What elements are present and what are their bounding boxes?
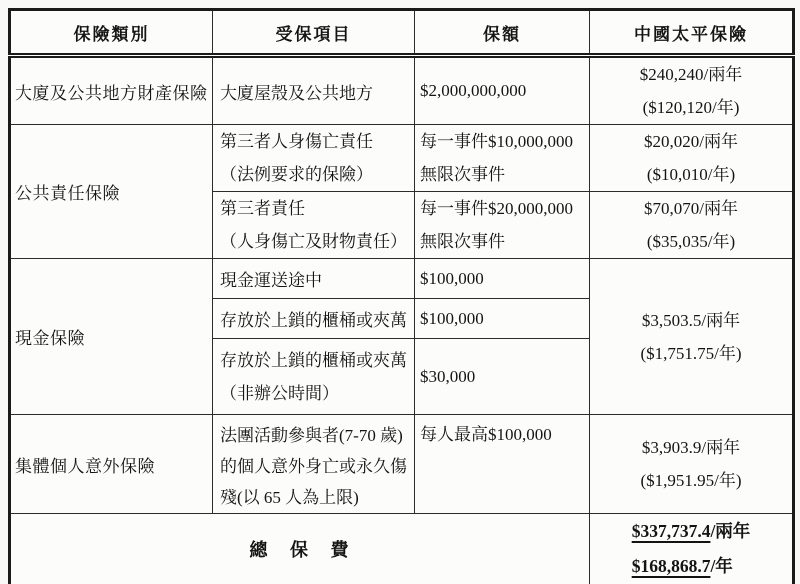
pl1-amount-cell <box>415 125 590 192</box>
pl1-premium-annual: ($10,010/年) <box>646 165 736 184</box>
cash-premium-biennial: $3,503.5/兩年 <box>641 310 741 330</box>
cash-premium-cell <box>590 259 794 415</box>
row-cash-1 <box>10 259 794 299</box>
header-category: 保險類別 <box>10 10 213 56</box>
building-amount-cell: $2,000,000,000 <box>415 56 590 125</box>
pl2-premium-cell <box>590 192 794 259</box>
pl1-item-line2: （法例要求的保險） <box>220 165 373 184</box>
pl2-premium-biennial: $70,070/兩年 <box>644 199 738 218</box>
group-premium-cell <box>590 415 794 514</box>
building-item-cell: 大廈屋殼及公共地方 <box>213 56 415 125</box>
total-annual-amount: $168,868.7 <box>631 556 711 576</box>
group-premium-biennial: $3,903.9/兩年 <box>641 438 741 457</box>
pl1-item-cell <box>213 125 415 192</box>
pl2-amount-line1: 每一事件$20,000,000 <box>420 199 573 218</box>
group-item-line3: 殘(以 65 人為上限) <box>220 488 359 507</box>
pl2-item-line2: （人身傷亡及財物責任） <box>220 232 407 251</box>
cash3-item-line1: 存放於上鎖的櫃桶或夾萬 <box>220 350 407 370</box>
cash1-item-cell: 現金運送途中 <box>213 259 415 299</box>
total-premium-values <box>632 514 751 584</box>
group-item-line1: 法團活動參與者(7-70 歲) <box>220 426 403 445</box>
cash2-amount-cell: $100,000 <box>415 299 590 339</box>
group-item-line2: 的個人意外身亡或永久傷 <box>220 457 407 476</box>
pl2-amount-cell <box>415 192 590 259</box>
total-premium-biennial-line <box>632 514 751 549</box>
pl2-item-line1: 第三者責任 <box>220 199 305 218</box>
total-premium-annual-line <box>632 549 751 584</box>
pl1-premium-cell <box>590 125 794 192</box>
building-premium-cell <box>590 56 794 125</box>
row-building-property <box>10 56 794 125</box>
group-premium-annual: ($1,951.95/年) <box>640 471 742 490</box>
building-premium-biennial: $240,240/兩年 <box>639 65 743 84</box>
cash3-amount-cell: $30,000 <box>415 339 590 415</box>
group-amount-cell: 每人最高$100,000 <box>415 415 590 514</box>
header-insurer: 中國太平保險 <box>590 10 794 56</box>
pl1-premium-biennial: $20,020/兩年 <box>644 132 738 151</box>
pl2-item-cell <box>213 192 415 259</box>
pl1-amount-line2: 無限次事件 <box>420 165 505 184</box>
row-public-liability-1 <box>10 125 794 192</box>
cash3-item-cell <box>213 339 415 415</box>
group-category-cell: 集體個人意外保險 <box>10 415 213 514</box>
table-header-row <box>10 10 794 56</box>
insurance-premium-table <box>8 8 795 584</box>
total-premium-label-cell: 總 保 費 <box>10 514 590 584</box>
cash-premium-annual: ($1,751.75/年) <box>640 343 742 363</box>
pl1-item-line1: 第三者人身傷亡責任 <box>220 132 373 151</box>
header-insured-item: 受保項目 <box>213 10 415 56</box>
row-total-premium <box>10 514 794 584</box>
total-biennial-unit: /兩年 <box>710 521 751 541</box>
cash3-item-line2: （非辦公時間） <box>220 383 339 403</box>
building-category-cell: 大廈及公共地方財產保險 <box>10 56 213 125</box>
building-premium-annual: ($120,120/年) <box>642 98 740 117</box>
cash2-item-cell: 存放於上鎖的櫃桶或夾萬 <box>213 299 415 339</box>
total-annual-unit: /年 <box>710 556 733 576</box>
row-group-accident <box>10 415 794 514</box>
cash-category-cell: 現金保險 <box>10 259 213 415</box>
pl2-amount-line2: 無限次事件 <box>420 232 505 251</box>
cash1-amount-cell: $100,000 <box>415 259 590 299</box>
header-sum-insured: 保額 <box>415 10 590 56</box>
total-biennial-amount: $337,737.4 <box>631 521 711 541</box>
group-item-cell <box>213 415 415 514</box>
total-premium-cell <box>590 514 794 584</box>
pl2-premium-annual: ($35,035/年) <box>646 232 736 251</box>
public-liability-category-cell: 公共責任保險 <box>10 125 213 259</box>
pl1-amount-line1: 每一事件$10,000,000 <box>420 132 573 151</box>
